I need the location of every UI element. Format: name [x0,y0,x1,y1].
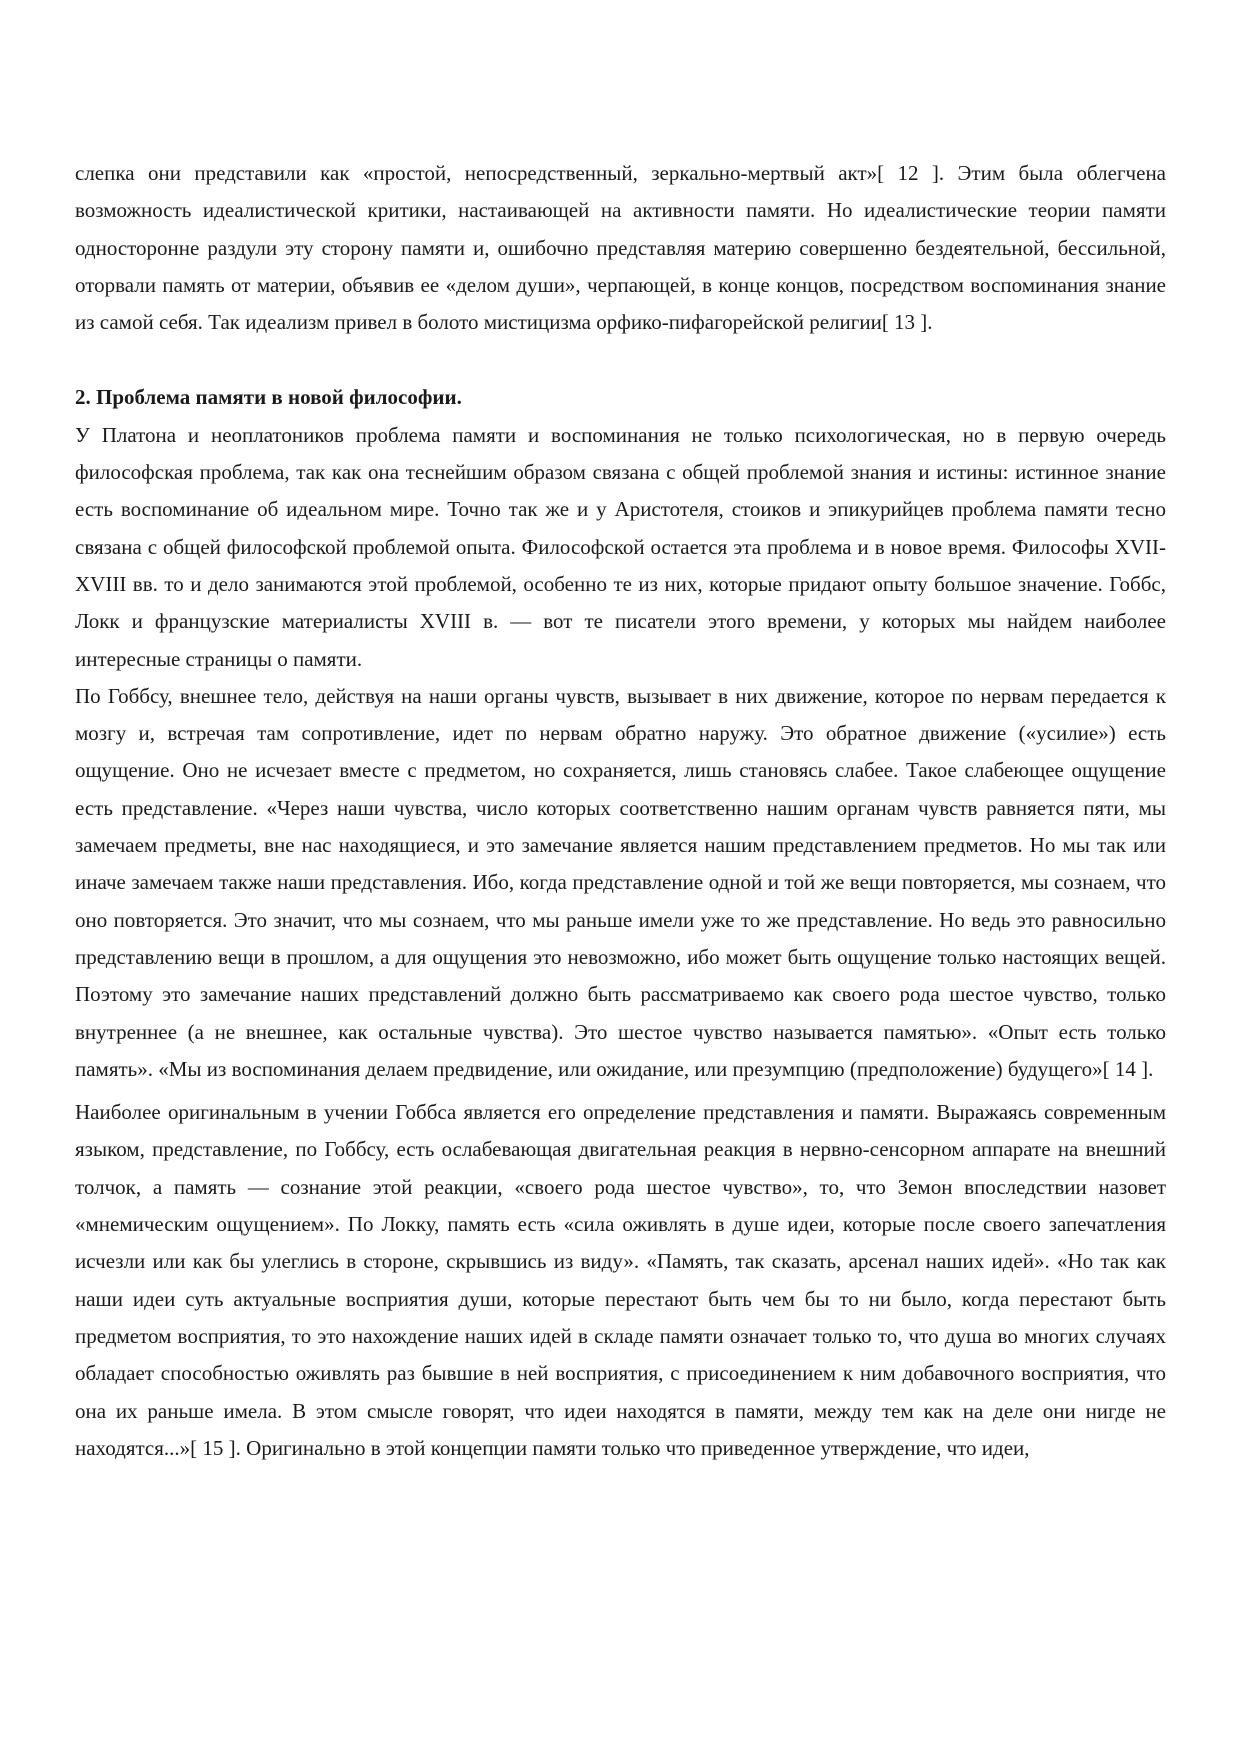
paragraph-intro: слепка они представили как «простой, непосредственный, зеркально-мертвый акт»[ 12 ]. Этим была облегчена возможность идеалистической критики, настаивающей на активности памяти. Но идеалистические теории памяти односторонне раздули эту сторону памяти и, ошибочно представляя материю совершенно бездеятельной, бессильной, оторвали память от материи, объявив ее «делом души», черпающей, в конце концов, посредством воспоминания знание из самой себя. Так идеализм привел в болото мистицизма орфико-пифагорейской религии[ 13 ]. [75,161,1166,335]
section-heading: 2. Проблема памяти в новой философии. [75,385,462,410]
section-spacer [75,341,1166,379]
paragraph-plato: У Платона и неоплатоников проблема памяти и воспоминания не только психологическая, но в первую очередь философская проблема, так как она теснейшим образом связана с общей проблемой знания и истины: истинное знание есть воспоминание об идеальном мире. Точно так же и у Аристотеля, стоиков и эпикурийцев проблема памяти тесно связана с общей философской проблемой опыта. Философской остается эта проблема и в новое время. Философы XVII-XVIII вв. то и дело занимаются этой проблемой, особенно те из них, которые придают опыту большое значение. Гоббс, Локк и французские материалисты XVIII в. — вот те писатели этого времени, у которых мы найдем наиболее интересные страницы о памяти. [75,422,1166,671]
paragraph-hobbes-locke: Наиболее оригинальным в учении Гоббса является его определение представления и памяти. Выражаясь современным языком, представление, по Гоббсу, есть ослабевающая двигательная реакция в нервно-сенсорном аппарате на внешний толчок, а память — сознание этой реакции, «своего рода шестое чувство», то, что Земон впоследствии назовет «мнемическим ощущением». По Локку, память есть «сила оживлять в душе идеи, которые после своего запечатления исчезли или как бы улеглись в стороне, скрывшись из виду». «Память, так сказать, арсенал наших идей». «Но так как наши идеи суть актуальные восприятия души, которые перестают быть чем бы то ни было, когда перестают быть предметом восприятия, то это нахождение наших идей в складе памяти означает только то, что душа во многих случаях обладает способностью оживлять раз бывшие в ней восприятия, с присоединением к ним добавочного восприятия, что она их раньше имела. В этом смысле говорят, что идеи находятся в памяти, между тем как на деле они нигде не находятся...»[ 15 ]. Оригинально в этой концепции памяти только что приведенное утверждение, что идеи, [75,1100,1166,1460]
paragraph-hobbes: По Гоббсу, внешнее тело, действуя на наши органы чувств, вызывает в них движение, которое по нервам передается к мозгу и, встречая там сопротивление, идет по нервам обратно наружу. Это обратное движение («усилие») есть ощущение. Оно не исчезает вместе с предметом, но сохраняется, лишь становясь слабее. Такое слабеющее ощущение есть представление. «Через наши чувства, число которых соответственно нашим органам чувств равняется пяти, мы замечаем предметы, вне нас находящиеся, и это замечание является нашим представлением предметов. Но мы так или иначе замечаем также наши представления. Ибо, когда представление одной и той же вещи повторяется, мы сознаем, что оно повторяется. Это значит, что мы сознаем, что мы раньше имели уже то же представление. Но ведь это равносильно представлению вещи в прошлом, а для ощущения это невозможно, ибо может быть ощущение только настоящих вещей. Поэтому это замечание наших представлений должно быть рассматриваемо как своего рода шестое чувство, только внутреннее (а не внешнее, как остальные чувства). Это шестое чувство называется памятью». «Опыт есть только память». «Мы из воспоминания делаем предвидение, или ожидание, или презумпцию (предположение) будущего»[ 14 ]. [75,683,1166,1081]
document-page [75,155,1166,1467]
